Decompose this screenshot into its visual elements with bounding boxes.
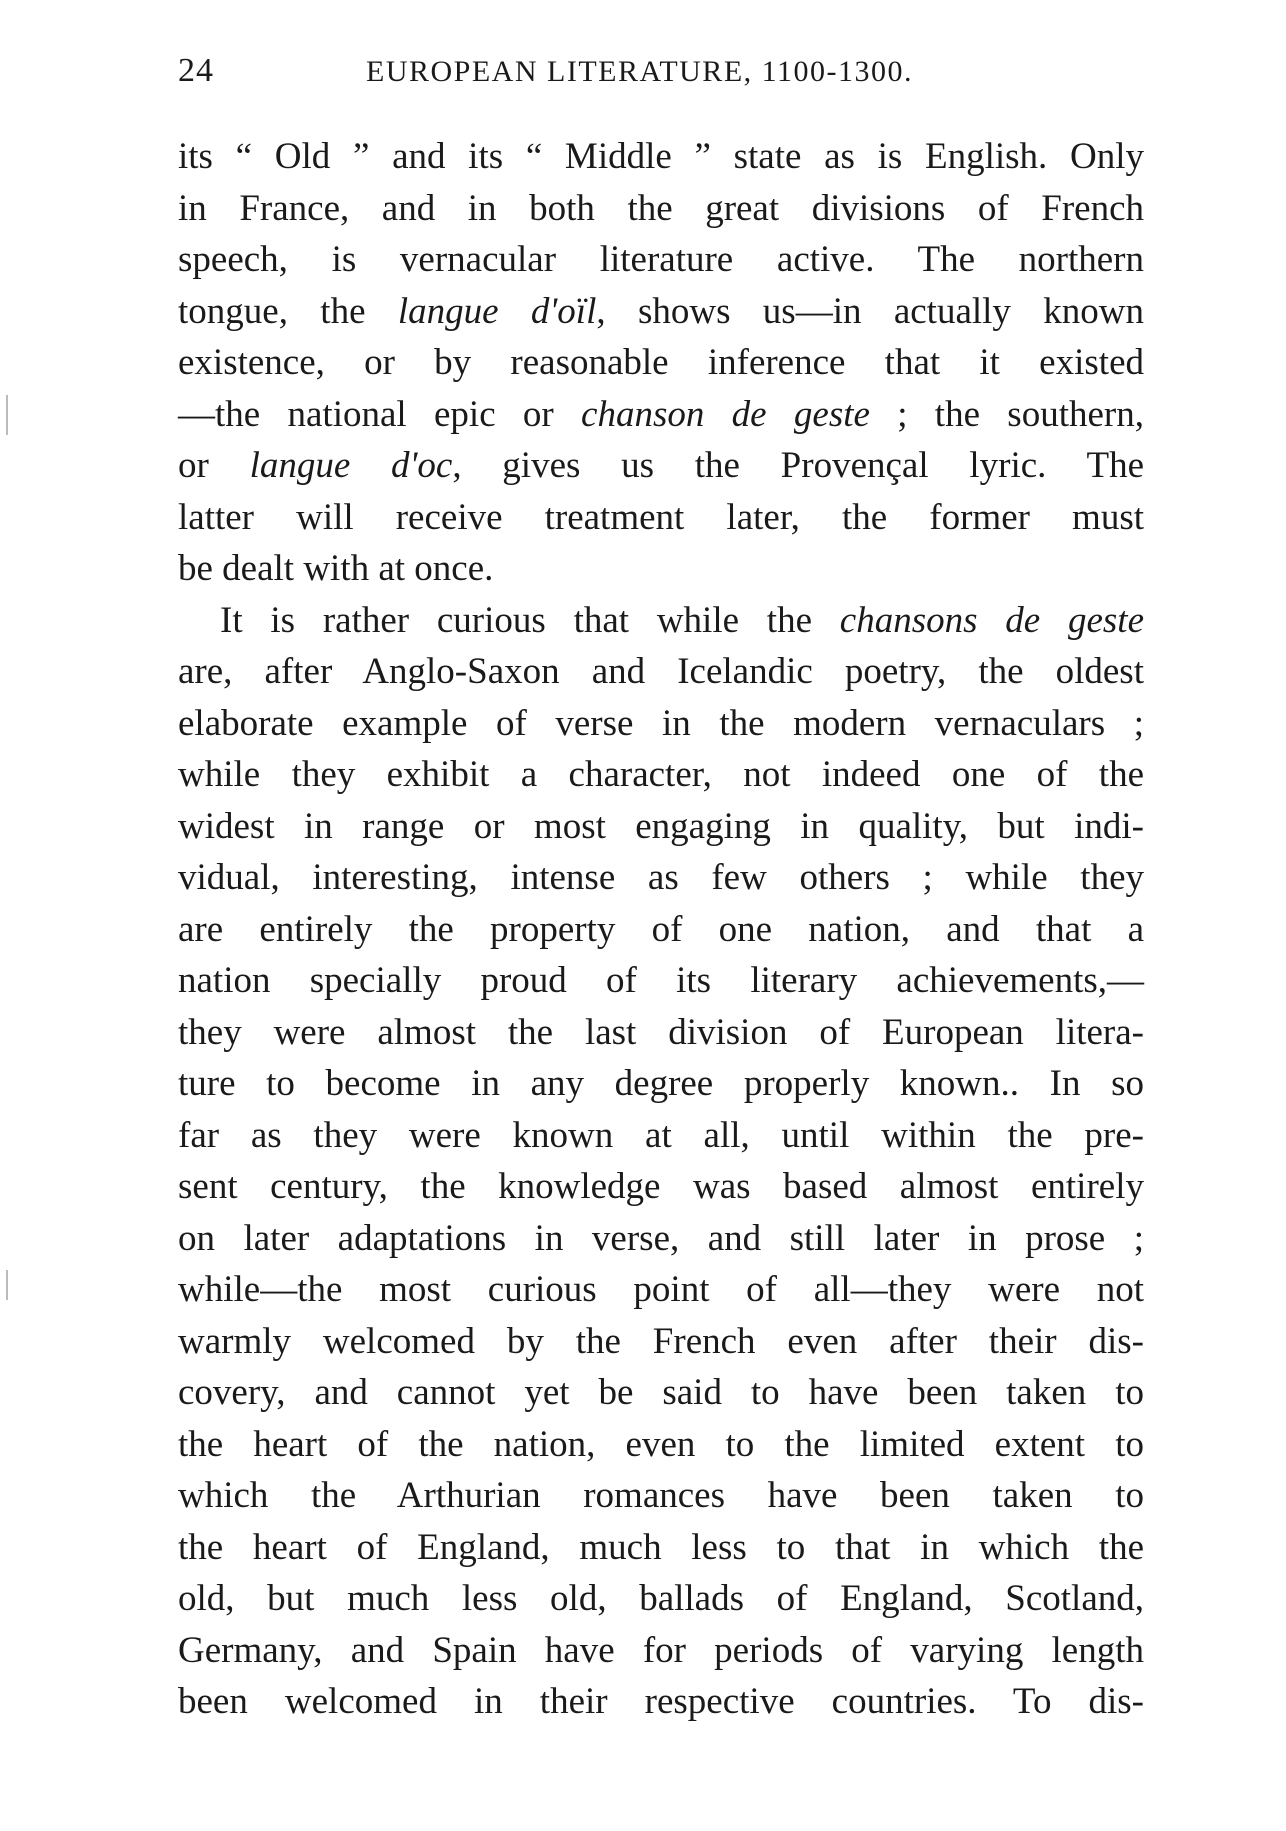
text-line: —the national epic or chanson de geste ; the southern,: [178, 393, 1144, 435]
page-number: 24: [178, 52, 214, 89]
text-line: ture to become in any degree properly known.. In so: [178, 1063, 1144, 1104]
body-text: [178, 131, 1144, 1728]
text-line: in France, and in both the great divisions of French: [178, 187, 1144, 229]
text-line: on later adaptations in verse, and still later in prose ;: [178, 1217, 1144, 1259]
text-line: far as they were known at all, until within the pre-: [178, 1114, 1144, 1156]
text-line: speech, is vernacular literature active. The northern: [178, 239, 1144, 280]
text-line: are entirely the property of one nation, and that a: [178, 908, 1144, 950]
text-line: while—the most curious point of all—they were not: [178, 1269, 1144, 1310]
text-line: latter will receive treatment later, the former must: [178, 496, 1144, 538]
text-line: or langue d'oc, gives us the Provençal lyric. The: [178, 445, 1144, 486]
text-line: existence, or by reasonable inference that it existed: [178, 342, 1144, 383]
text-line: warmly welcomed by the French even after their dis-: [178, 1320, 1144, 1362]
text-line: while they exhibit a character, not indeed one of the: [178, 754, 1144, 795]
page-edge-mark: [6, 1270, 8, 1300]
text-line: covery, and cannot yet be said to have been taken to: [178, 1372, 1144, 1413]
text-line: which the Arthurian romances have been taken to: [178, 1475, 1144, 1516]
text-line: been welcomed in their respective countries. To dis-: [178, 1681, 1144, 1722]
text-line: nation specially proud of its literary achievements,—: [178, 960, 1144, 1001]
text-line: vidual, interesting, intense as few others ; while they: [178, 857, 1144, 898]
running-head: [178, 52, 1138, 102]
text-line: the heart of England, much less to that in which the: [178, 1526, 1144, 1568]
text-line: tongue, the langue d'oïl, shows us—in actually known: [178, 290, 1144, 332]
text-line: its “ Old ” and its “ Middle ” state as is English. Only: [178, 136, 1144, 177]
page-edge-mark: [6, 395, 8, 435]
text-line: It is rather curious that while the chansons de geste: [220, 599, 1144, 641]
text-line: sent century, the knowledge was based almost entirely: [178, 1166, 1144, 1207]
text-line: they were almost the last division of European litera-: [178, 1011, 1144, 1053]
text-line: old, but much less old, ballads of England, Scotland,: [178, 1578, 1144, 1619]
text-line: elaborate example of verse in the modern vernaculars ;: [178, 702, 1144, 744]
running-title: EUROPEAN LITERATURE, 1100-1300.: [366, 55, 914, 88]
text-line: widest in range or most engaging in quality, but indi-: [178, 805, 1144, 847]
text-line: Germany, and Spain have for periods of varying length: [178, 1629, 1144, 1671]
text-line: the heart of the nation, even to the limited extent to: [178, 1423, 1144, 1465]
text-line: are, after Anglo-Saxon and Icelandic poetry, the oldest: [178, 651, 1144, 692]
text-line: be dealt with at once.: [178, 548, 494, 589]
